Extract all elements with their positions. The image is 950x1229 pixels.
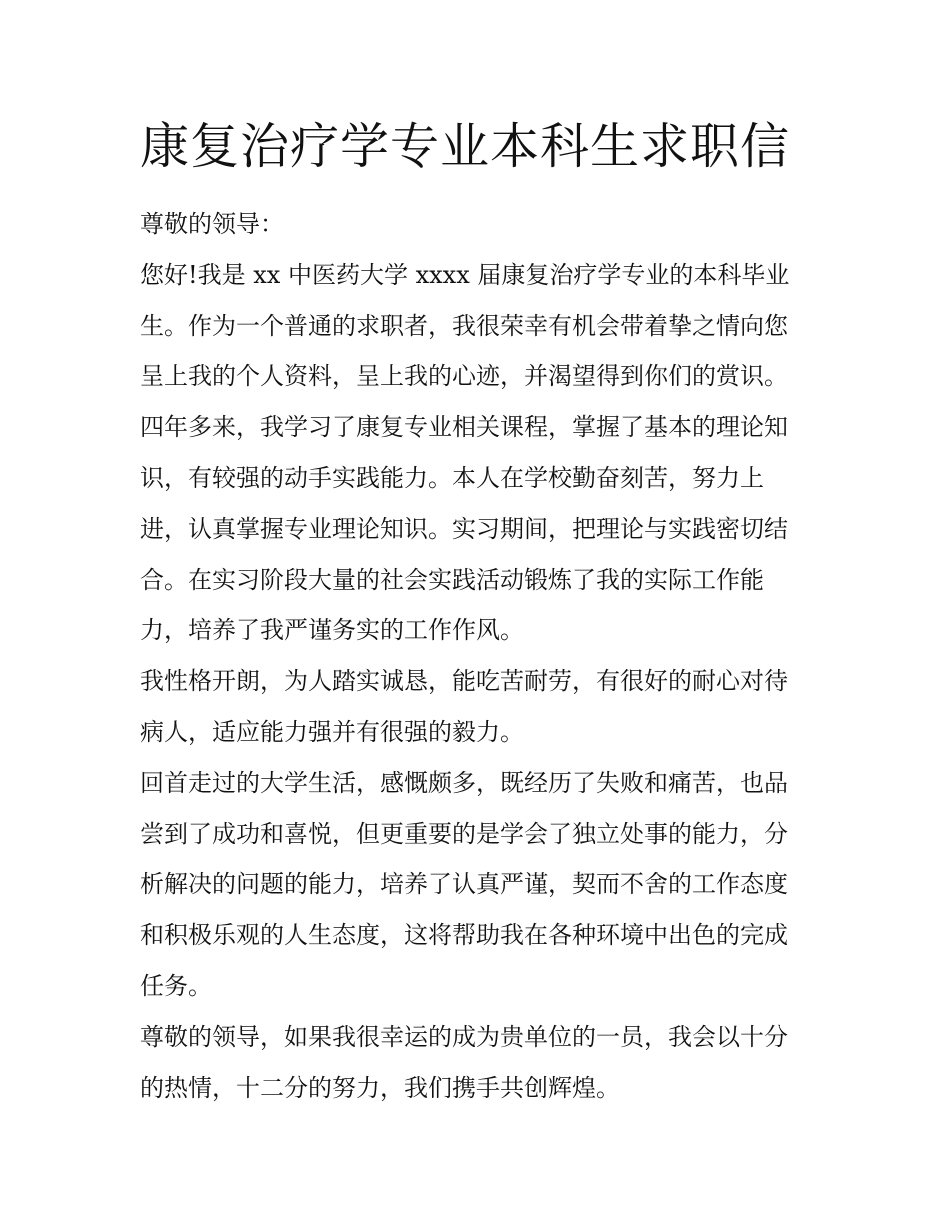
paragraph-line: 合。在实习阶段大量的社会实践活动锻炼了我的实际工作能 bbox=[140, 565, 764, 594]
paragraph-line: 进，认真掌握专业理论知识。实习期间，把理论与实践密切结 bbox=[140, 514, 788, 543]
paragraph-reflection bbox=[140, 758, 812, 1012]
paragraph-line: 回首走过的大学生活，感慨颇多，既经历了失败和痛苦，也品 bbox=[140, 768, 788, 797]
paragraph-line: 生。作为一个普通的求职者，我很荣幸有机会带着挚之情向您 bbox=[140, 311, 788, 340]
paragraph-line: 四年多来，我学习了康复专业相关课程，掌握了基本的理论知 bbox=[140, 413, 788, 442]
paragraph-intro bbox=[140, 250, 812, 402]
paragraph-line: 力，培养了我严谨务实的工作作风。 bbox=[140, 616, 524, 645]
letter-body bbox=[140, 199, 812, 1113]
paragraph-line: 任务。 bbox=[140, 971, 212, 1000]
paragraph-line: 和积极乐观的人生态度，这将帮助我在各种环境中出色的完成 bbox=[140, 921, 788, 950]
paragraph-line: 我性格开朗，为人踏实诚恳，能吃苦耐劳，有很好的耐心对待 bbox=[140, 667, 788, 696]
paragraph-line: 病人，适应能力强并有很强的毅力。 bbox=[140, 717, 524, 746]
paragraph-line: 尝到了成功和喜悦，但更重要的是学会了独立处事的能力，分 bbox=[140, 819, 788, 848]
paragraph-line: 呈上我的个人资料，呈上我的心迹，并渴望得到你们的赏识。 bbox=[140, 362, 788, 391]
paragraph-closing bbox=[140, 1012, 812, 1114]
paragraph-line: 析解决的问题的能力，培养了认真严谨，契而不舍的工作态度 bbox=[140, 870, 788, 899]
document-title: 康复治疗学专业本科生求职信 bbox=[140, 118, 791, 175]
paragraph-line: 识，有较强的动手实践能力。本人在学校勤奋刻苦，努力上 bbox=[140, 463, 764, 492]
greeting bbox=[140, 199, 812, 250]
paragraph-line: 的热情，十二分的努力，我们携手共创辉煌。 bbox=[140, 1073, 620, 1102]
paragraph-personality bbox=[140, 656, 812, 758]
paragraph-line: 您好!我是 xx 中医药大学 xxxx 届康复治疗学专业的本科毕业 bbox=[140, 260, 790, 289]
greeting-line: 尊敬的领导： bbox=[140, 210, 284, 238]
paragraph-line: 尊敬的领导，如果我很幸运的成为贵单位的一员，我会以十分 bbox=[140, 1022, 788, 1051]
paragraph-study bbox=[140, 402, 812, 656]
